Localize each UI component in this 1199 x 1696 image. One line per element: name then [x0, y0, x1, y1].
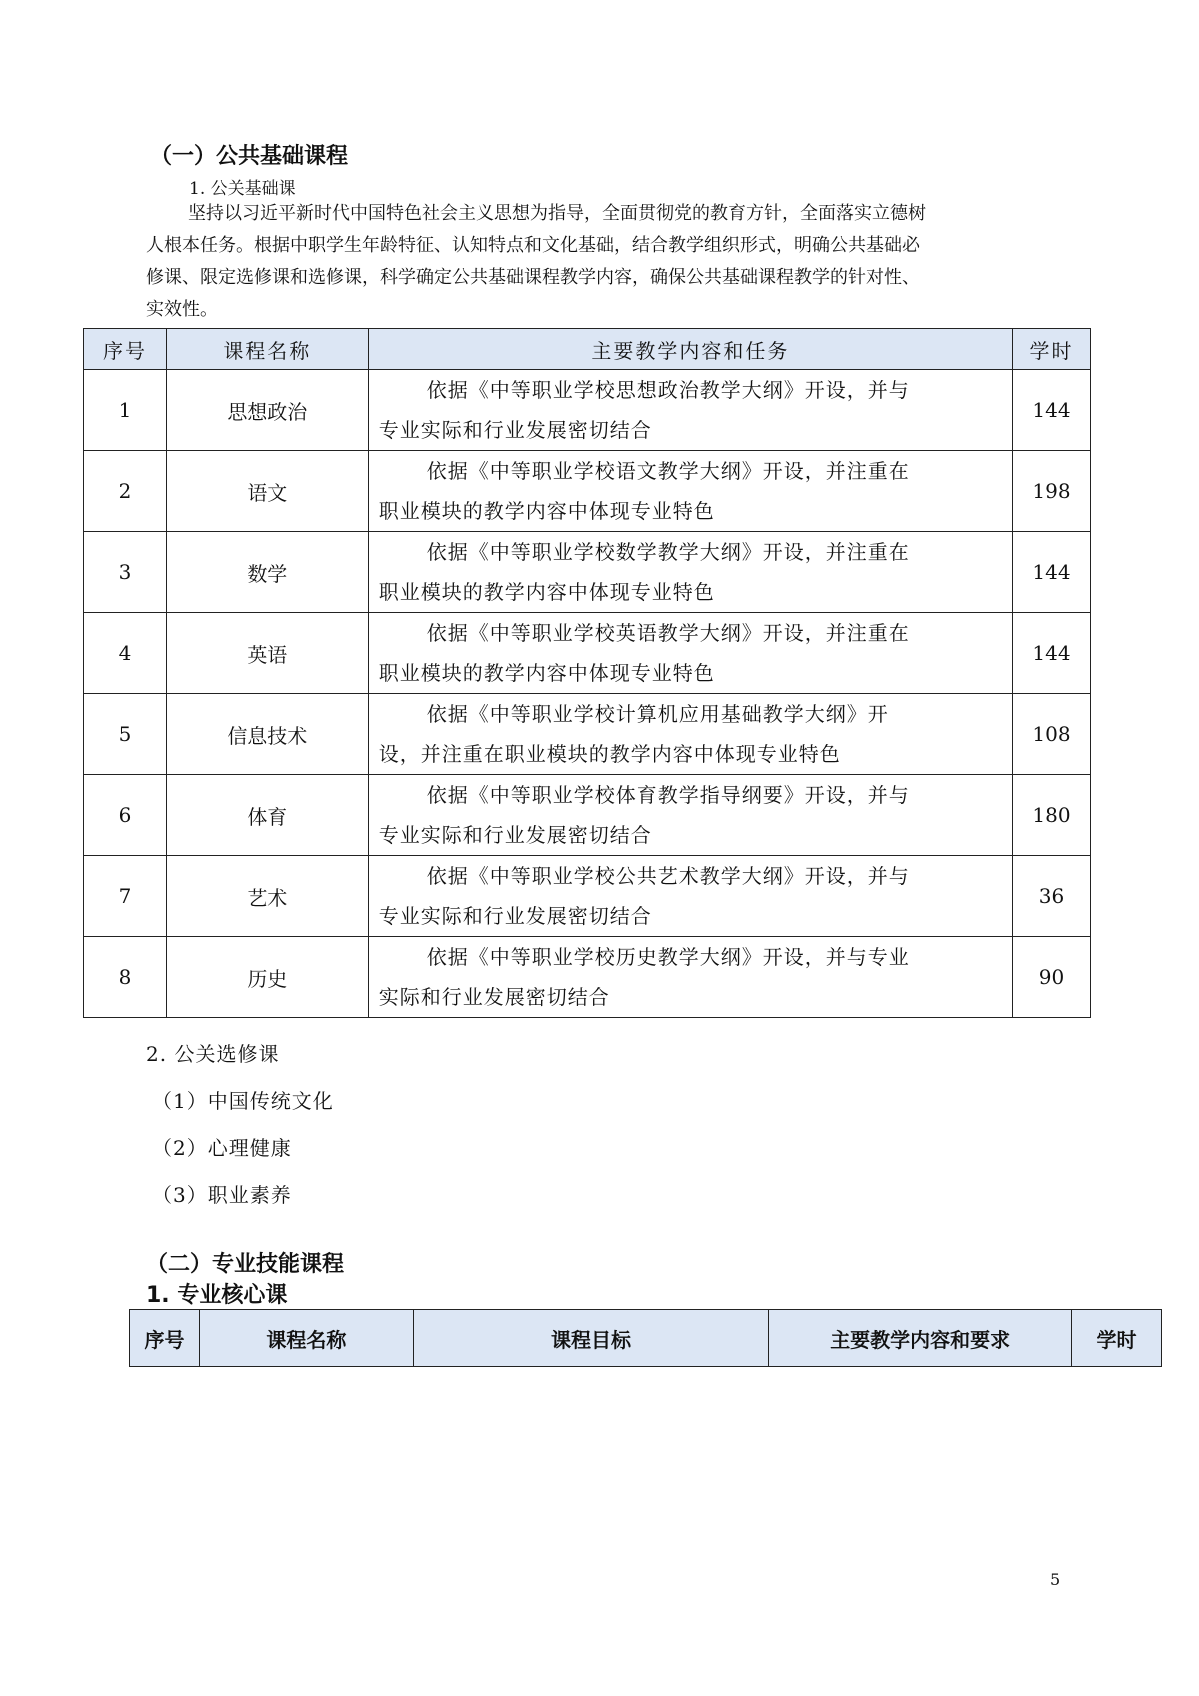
header-name: 课程名称 [199, 1310, 413, 1367]
elective-item: （2）心理健康 [152, 1136, 292, 1160]
row-hours: 36 [1013, 856, 1091, 937]
row-name: 思想政治 [166, 370, 368, 451]
content-line1: 依据《中等职业学校体育教学指导纲要》开设，并与 [426, 783, 910, 807]
table-header-row [130, 1310, 1162, 1367]
paragraph-line: 坚持以习近平新时代中国特色社会主义思想为指导，全面贯彻党的教育方针，全面落实立德树 [188, 203, 926, 224]
header-goal: 课程目标 [413, 1310, 769, 1367]
content-line2: 专业实际和行业发展密切结合 [378, 904, 652, 928]
header-content: 主要教学内容和要求 [769, 1310, 1072, 1367]
header-content: 主要教学内容和任务 [368, 329, 1012, 370]
row-no: 3 [84, 532, 167, 613]
paragraph-line: 修课、限定选修课和选修课，科学确定公共基础课程教学内容，确保公共基础课程教学的针对性、 [146, 267, 920, 288]
row-no: 6 [84, 775, 167, 856]
row-name: 英语 [166, 613, 368, 694]
content-line1: 依据《中等职业学校英语教学大纲》开设，并注重在 [426, 621, 910, 645]
section1-sub1: 1. 公关基础课 [189, 179, 296, 199]
row-name: 信息技术 [166, 694, 368, 775]
paragraph-line: 人根本任务。根据中职学生年龄特征、认知特点和文化基础，结合教学组织形式，明确公共基础必 [146, 235, 920, 256]
content-line2: 实际和行业发展密切结合 [378, 985, 610, 1009]
elective-item: （1）中国传统文化 [152, 1089, 334, 1113]
section2-sub1: 1. 专业核心课 [146, 1283, 288, 1308]
header-name: 课程名称 [166, 329, 368, 370]
table-row [84, 856, 1091, 937]
row-content [368, 937, 1012, 1018]
table-row [84, 451, 1091, 532]
row-content [368, 451, 1012, 532]
section2-heading: （二）专业技能课程 [146, 1252, 345, 1277]
row-no: 5 [84, 694, 167, 775]
row-name: 体育 [166, 775, 368, 856]
table-row [84, 370, 1091, 451]
table-row [84, 532, 1091, 613]
content-line2: 职业模块的教学内容中体现专业特色 [378, 661, 715, 685]
table-row [84, 775, 1091, 856]
row-no: 8 [84, 937, 167, 1018]
elective-item: （3）职业素养 [152, 1183, 292, 1207]
page-number: 5 [1050, 1570, 1061, 1589]
row-hours: 144 [1013, 370, 1091, 451]
content-line2: 专业实际和行业发展密切结合 [378, 418, 652, 442]
table-header-row [84, 329, 1091, 370]
row-content [368, 775, 1012, 856]
header-no: 序号 [130, 1310, 200, 1367]
content-line2: 专业实际和行业发展密切结合 [378, 823, 652, 847]
row-hours: 108 [1013, 694, 1091, 775]
header-hours: 学时 [1072, 1310, 1162, 1367]
header-hours: 学时 [1013, 329, 1091, 370]
row-content [368, 856, 1012, 937]
core-courses-table [129, 1309, 1162, 1367]
row-content [368, 613, 1012, 694]
row-content [368, 694, 1012, 775]
table-row [84, 937, 1091, 1018]
row-no: 4 [84, 613, 167, 694]
row-content [368, 370, 1012, 451]
row-no: 1 [84, 370, 167, 451]
row-hours: 144 [1013, 532, 1091, 613]
content-line1: 依据《中等职业学校历史教学大纲》开设，并与专业 [426, 945, 910, 969]
row-hours: 144 [1013, 613, 1091, 694]
content-line1: 依据《中等职业学校数学教学大纲》开设，并注重在 [426, 540, 910, 564]
row-no: 2 [84, 451, 167, 532]
section1-heading: （一）公共基础课程 [150, 144, 349, 169]
row-name: 历史 [166, 937, 368, 1018]
paragraph-line: 实效性。 [146, 299, 218, 320]
table-row [84, 694, 1091, 775]
content-line1: 依据《中等职业学校语文教学大纲》开设，并注重在 [426, 459, 910, 483]
row-content [368, 532, 1012, 613]
row-hours: 90 [1013, 937, 1091, 1018]
row-hours: 198 [1013, 451, 1091, 532]
row-hours: 180 [1013, 775, 1091, 856]
row-name: 数学 [166, 532, 368, 613]
content-line1: 依据《中等职业学校计算机应用基础教学大纲》开 [426, 702, 889, 726]
table-row [84, 613, 1091, 694]
content-line1: 依据《中等职业学校思想政治教学大纲》开设，并与 [426, 378, 910, 402]
public-courses-table [83, 328, 1091, 1018]
electives-title: 2. 公关选修课 [146, 1042, 280, 1066]
row-no: 7 [84, 856, 167, 937]
section1-paragraph [146, 198, 1096, 326]
row-name: 艺术 [166, 856, 368, 937]
header-no: 序号 [84, 329, 167, 370]
content-line2: 职业模块的教学内容中体现专业特色 [378, 499, 715, 523]
content-line2: 设，并注重在职业模块的教学内容中体现专业特色 [378, 742, 841, 766]
content-line1: 依据《中等职业学校公共艺术教学大纲》开设，并与 [426, 864, 910, 888]
content-line2: 职业模块的教学内容中体现专业特色 [378, 580, 715, 604]
row-name: 语文 [166, 451, 368, 532]
